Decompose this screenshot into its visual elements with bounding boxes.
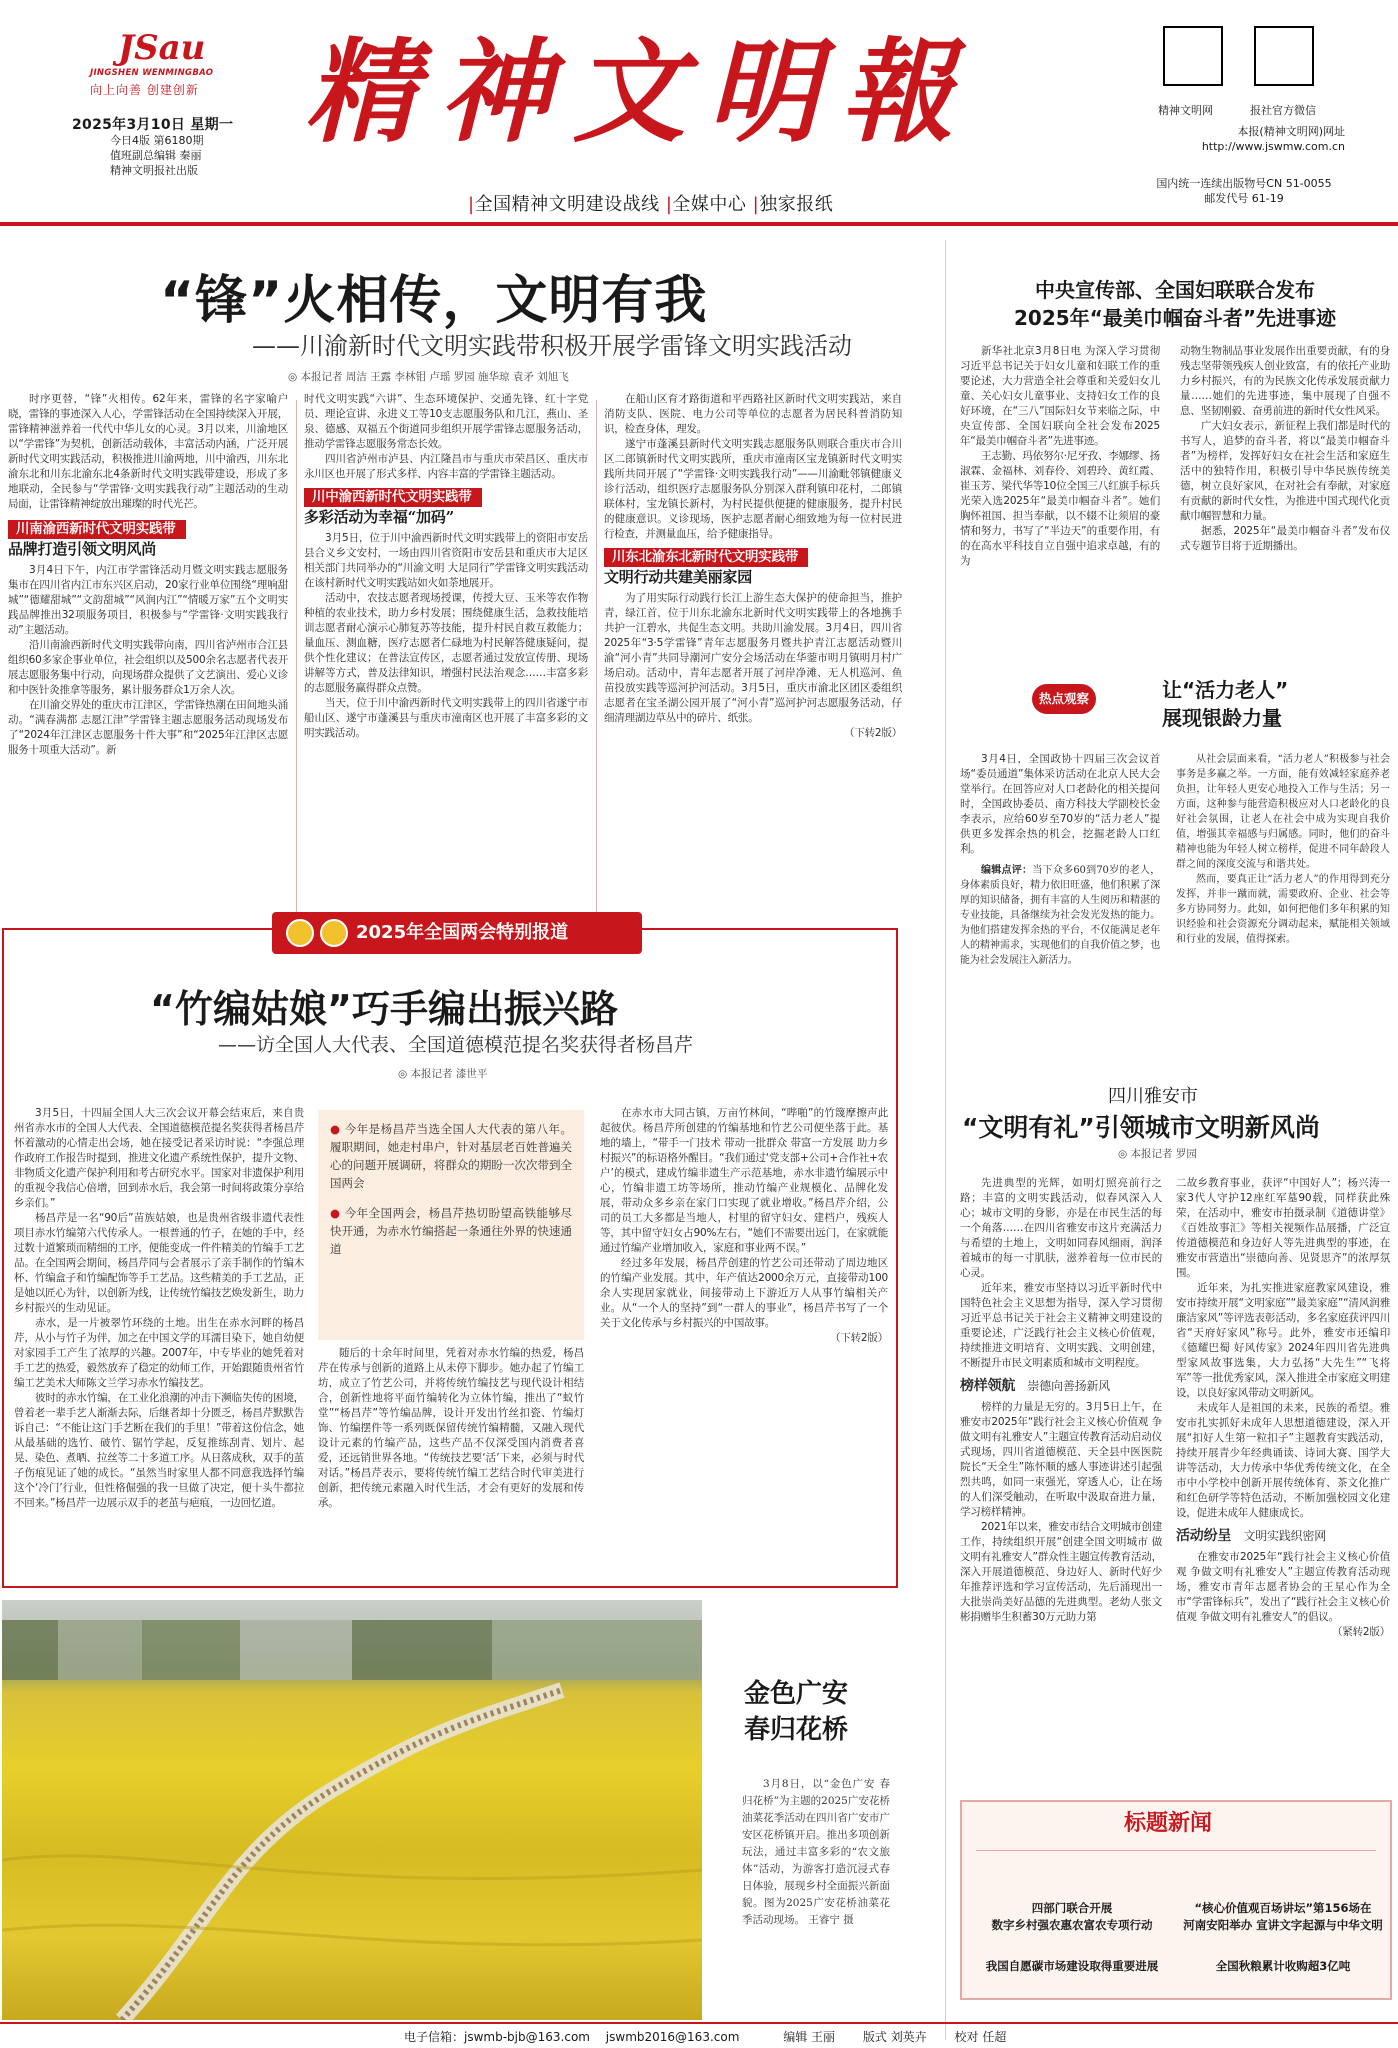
- hot-title-1: 让“活力老人”: [1162, 678, 1289, 702]
- lead-subtitle: ——川渝新时代文明实践带积极开展学雷锋文明实践活动: [252, 332, 852, 360]
- section-head-3: 文明行动共建美丽家园: [604, 568, 753, 586]
- special-banner: [272, 912, 642, 954]
- topright-paragraph-4: 广大妇女表示，新征程上我们都是时代的书写人，追梦的奋斗者，将以“最美巾帼奋斗者”为榜样，发挥好妇女在社会生活和家庭生活中的独特作用，积极引导中华民族传统美德，树立良好家风，在对社会有奉献，对家庭有贡献的新时代女性，为推进中国式现代化贡献巾帼智慧和力量。: [1180, 420, 1390, 522]
- emblem-icon: [286, 919, 314, 947]
- rapeseed-field-photo: [2, 1600, 702, 2020]
- brief-item-1a: 四部门联合开展: [1031, 1901, 1113, 1915]
- newspaper-title: 精神文明報: [305, 27, 975, 158]
- photo-title-1: 金色广安: [744, 1679, 849, 1709]
- hot-paragraph-2: 当下众多60到70岁的老人，身体素质良好，精力依旧旺盛，他们积累了深厚的知识储备，拥有丰富的人生阅历和精湛的专业技能，具备继续为社会发光发热的能力。为他们搭建发挥余热的平台，不仅能满足老年人的精神需求，实现他们的自我价值之梦，也能为社会发展注入新活力。: [960, 865, 1160, 966]
- topright-paragraph-3: 动物生物制品事业发展作出重要贡献，有的身残志坚带领残疾人创业致富，有的依托产业助力乡村振兴，有的为民族文化传承发展贡献力量……她们的先进事迹，集中展现了自强不息、坚韧刚毅、奋勇前进的新时代女性风采。: [1180, 345, 1390, 417]
- yaan-title: “文明有礼”引领城市文明新风尚: [962, 1113, 1320, 1142]
- brand-logo: [90, 28, 270, 100]
- brief-item-4[interactable]: 全国秋粮累计收购超3亿吨: [1215, 1959, 1351, 1973]
- yaan-subhead-2: 活动纷呈: [1176, 1528, 1232, 1544]
- slogan: 向上向善 创建创新: [90, 83, 199, 97]
- hot-badge: [1032, 684, 1096, 714]
- yaan-subhead-2b: 文明实践织密网: [1243, 1529, 1327, 1543]
- brief-item-2b: 河南安阳举办 宣讲文字起源与中华文明: [1183, 1918, 1383, 1932]
- topright-paragraph-5: 据悉，2025年“最美巾帼奋斗者”发布仪式专题节目将于近期播出。: [1180, 525, 1390, 552]
- section-tag-2: 川中渝西新时代文明实践带: [304, 488, 482, 507]
- yaan-paragraph-7: 未成年人是祖国的未来，民族的希望。雅安市扎实抓好未成年人思想道德建设，深入开展“扣好人生第一粒扣子”主题教育实践活动，持续开展青少年经典诵读、诗词大赛、国学大讲等活动，大力传承中华优秀传统文化，在全市中小学校中创新开展传统体育、茶文化推广和红色研学等特色活动，不断加强校园文化建设，促进未成年人健康成长。: [1176, 1402, 1390, 1519]
- footer-email-label: 电子信箱：: [404, 2030, 465, 2044]
- top-nav: |全国精神文明建设战线 |全媒中心 |独家报纸: [468, 194, 834, 215]
- special-banner-text: 2025年全国两会特别报道: [356, 922, 569, 943]
- lead-paragraph-5: 时代文明实践“六讲”、生态环境保护、交通先锋、红十字党员、理论宣讲、永进义工等10支志愿服务队和几江，燕山、圣泉、德感、双福五个街道同步组织开展学雷锋志愿服务活动，推动学雷锋志愿服务常态长效。: [304, 393, 588, 450]
- topright-title-2: 2025年“最美巾帼奋斗者”先进事迹: [1014, 306, 1336, 330]
- section-head-1: 品牌打造引领文明风尚: [8, 540, 157, 558]
- footer-email-1[interactable]: jswmb-bjb@163.com: [464, 2030, 590, 2044]
- lead-paragraph-1: 时序更替，“锋”火相传。62年来，雷锋的名字家喻户晓，雷锋的事迹深入人心，学雷锋活动在全国持续深入开展，雷锋精神滋养着一代代中华儿女的心灵。3月以来，川渝地区以“学雷锋”为契机，创新活动载体，丰富活动内涵，广泛开展新时代文明实践活动，积极推进川渝两地，川中渝西，川东北渝东北和川东北渝东北4条新时代文明实践带建设，形成了多地联动，全民参与“学雷锋·文明实践我行动”主题活动的生动局面，让雷锋精神绽放出璀璨的时代光芒。: [8, 393, 288, 510]
- section-tag-3: 川东北渝东北新时代文明实践带: [604, 548, 808, 567]
- footer-rule: [0, 2022, 1398, 2024]
- special-paragraph-2: 杨昌芹是一名“90后”苗族姑娘，也是贵州省级非遗代表性项目赤水竹编第六代传承人。一根普通的竹子，在她的手中，经过数十道繁琐而精细的工序，便能变成一件件精美的竹编手工艺品。在全国两会期间，杨昌芹同与会者展示了亲手制作的竹编木杯、竹编盒子和竹编配饰等手工艺品。这些精美的手工艺品，正是她以匠心为针，以创新为线，让传统竹编技艺焕发新生，助力乡村振兴的生动见证。: [14, 1212, 304, 1314]
- yaan-kicker: 四川雅安市: [1108, 1086, 1198, 1107]
- nav-item-2[interactable]: 全媒中心: [672, 194, 747, 215]
- issue-date: 2025年3月10日 星期一: [72, 117, 234, 133]
- masthead-rule: [0, 222, 1398, 226]
- lead-title: “锋”火相传，文明有我: [160, 271, 708, 331]
- yaan-byline: ◎ 本报记者 罗园: [1118, 1148, 1197, 1160]
- qr-code-wechat[interactable]: [1254, 26, 1314, 86]
- brief-item-2[interactable]: [1178, 1900, 1388, 1934]
- yaan-subhead-1: 榜样领航: [960, 1378, 1016, 1394]
- lead-byline: ◎ 本报记者 周洁 王露 李林钼 卢瑶 罗园 施华琼 袁矛 刘旭飞: [288, 371, 569, 383]
- brand-script: JSau: [118, 28, 206, 68]
- photo-title-2: 春归花桥: [744, 1715, 849, 1745]
- footer-editor: 编辑 王丽: [783, 2030, 836, 2044]
- post-code: 邮发代号 61-19: [1204, 192, 1284, 205]
- edition: 今日4版 第6180期: [110, 134, 204, 147]
- lead-continued: （下转2版）: [844, 727, 902, 739]
- nav-item-3[interactable]: 独家报纸: [759, 194, 834, 215]
- special-subtitle: ——访全国人大代表、全国道德模范提名奖获得者杨昌芹: [218, 1034, 694, 1056]
- hot-paragraph-1: 3月4日，全国政协十四届三次会议首场“委员通道”集体采访活动在北京人民大会堂举行。在回答应对人口老龄化的相关提问时，全国政协委员、南方科技大学副校长金李表示，应给60岁至70岁的“活力老人”提供更多发挥余热的机会，挖掘老龄人口红利。: [960, 753, 1160, 855]
- lead-paragraph-11: 遂宁市蓬溪县新时代文明实践志愿服务队则联合重庆市合川区二郎镇新时代文明实践所，重庆市潼南区宝龙镇新时代文明实践所共同开展了“学雷锋·文明实践我行动”——川渝毗邻镇健康义诊行活动，组织医疗志愿服务队分别深入群利镇印花村，二郎镇联体村，宝龙镇长新村，为村民提供便捷的健康服务，提升村民的健康意识。义诊现场，医护志愿者耐心细致地为每一位村民进行检查，并测量血压，给予健康指导。: [604, 438, 902, 540]
- special-continued: （下转2版）: [830, 1332, 888, 1344]
- lead-paragraph-8: 活动中，农技志愿者现场授课，传授大豆、玉米等农作物种植的农业技术，助力乡村发展；围绕健康生活，急救技能培训志愿者耐心演示心肺复苏等技能，提升村民自救互救能力；量血压、测血糖，医疗志愿者仁碌地为村民解答健康疑问，提供个性化建议；在普法宣传区，志愿者通过发放宣传册、现场讲解等方式，普及法律知识，增强村民法治观念……丰富多彩的志愿服务赢得群众点赞。: [304, 592, 588, 694]
- lead-paragraph-6: 四川省泸州市泸县、内江隆昌市与重庆市荣昌区、重庆市永川区也开展了形式多样、内容丰富的学雷锋主题活动。: [304, 453, 588, 480]
- nav-item-1[interactable]: 全国精神文明建设战线: [474, 194, 660, 215]
- topright-title-1: 中央宣传部、全国妇联联合发布: [1035, 278, 1315, 302]
- footer-proof: 校对 任超: [954, 2030, 1007, 2044]
- photo-caption: 3月8日，以“金色广安 春归花桥”为主题的2025广安花桥油菜花季活动在四川省广安市广安区花桥镇开启。推出多项创新玩法，通过丰富多彩的“农文旅体”活动，为游客打造沉浸式春日体验，展现乡村全面振兴新面貌。图为2025广安花桥油菜花季活动现场。: [742, 1778, 890, 1926]
- yaan-paragraph-3: 榜样的力量是无穷的。3月5日上午，在雅安市2025年“践行社会主义核心价值观 争做文明有礼雅安人”主题宣传教育活动启动仪式现场，四川省道德模范、天全县中医医院院长“天全生”陈怀顺的感人事迹讲述引起强烈共鸣，如同一束强光，穿透人心，让在场的人们深受触动，在听取中汲取奋进力量，学习榜样精神。: [960, 1401, 1162, 1518]
- hot-title-2: 展现银龄力量: [1162, 706, 1282, 730]
- lead-paragraph-9: 当天，位于川中渝西新时代文明实践带上的四川省遂宁市船山区、遂宁市蓬溪县与重庆市潼南区也开展了丰富多彩的文明实践活动。: [304, 697, 588, 739]
- emblem-icon-2: [320, 919, 348, 947]
- lead-paragraph-3: 沿川南渝西新时代文明实践带向南，四川省泸州市合江县组织60多家企事业单位，社会组织以及500余名志愿者代表开展志愿服务集中行动，向现场群众提供了文艺演出、爱心义诊和中医针灸推拿等服务，累计服务群众1万余人次。: [8, 639, 288, 696]
- qr-code-website[interactable]: [1163, 26, 1223, 86]
- publisher: 精神文明报社出版: [110, 164, 198, 177]
- site-url[interactable]: http://www.jswmw.com.cn: [1201, 140, 1345, 153]
- special-paragraph-4: 彼时的赤水竹编，在工业化浪潮的冲击下濒临失传的困境，曾着老一辈手艺人渐渐去际，后继者却十分匮乏，杨昌芹默默告诉自己：“不能让这门手艺断在我们的手里！”带着这份信念，她从最基础的选竹、破竹、锯竹学起，反复推练刮青、划片、起晃、染色、煮晒、拉丝等二十多道工序。从日落成秋，双手的茧子伤痕见证了她的成长。“虽然当时家里人都不同意我选择竹编这个‘冷门’行业，但性格倔强的我一旦做了决定，便十头牛都拉不回来。”杨昌芹一边展示双手的老茧与疤痕，一边回忆道。: [14, 1392, 304, 1509]
- hot-paragraph-4: 然而，要真正让“活力老人”的作用得到充分发挥，并非一蹴而就，需要政府、企业、社会等多方协同努力。此如，如何把他们多年积累的知识经验和社会资源充分调动起来，赋能相关领域和行业的发展，值得探索。: [1176, 874, 1390, 945]
- brief-item-1[interactable]: [972, 1900, 1172, 1934]
- yaan-paragraph-2: 近年来，雅安市坚持以习近平新时代中国特色社会主义思想为指导，深入学习贯彻习近平总书记关于社会主义精神文明建设的重要论述，广泛践行社会主义核心价值观，持续推进文明培育、文明实践、文明创建，不断提升市民文明素质和城市文明程度。: [960, 1282, 1162, 1369]
- yaan-continued: （紧转2版）: [1332, 1626, 1390, 1638]
- site-label: 本报(精神文明网)网址: [1237, 125, 1345, 138]
- lead-paragraph-7: 3月5日，位于川中渝西新时代文明实践带上的资阳市安岳县合义乡文安村，一场由四川省资阳市安岳县和重庆市大足区相关部门共同举办的“川渝文明 大足同行”学雷锋文明实践活动在该村新时代文明实践站如火如荼地展开。: [304, 532, 588, 589]
- yaan-paragraph-4: 2021年以来，雅安市结合文明城市创建工作，持续组织开展“创建全国文明城市 做文明有礼雅安人”群众性主题宣传教育活动，深入开展道德模范、身边好人、新时代好少年推荐评选和学习宣传活动，先后涌现出一大批崇尚美好品德的先进典型。老幼人张文彬捐赠毕生积蓄30万元助力第: [960, 1521, 1162, 1623]
- brief-item-1b: 数字乡村强农惠农富农专项行动: [991, 1918, 1153, 1932]
- special-paragraph-6: 在赤水市大同古镇，万亩竹林间，“哔啪”的竹篾摩擦声此起彼伏。杨昌芹所创建的竹编基地和竹艺公司便坐落于此。基地的墙上，“带手一门技术 带动一批群众 带富一方发展 助力乡村振兴”的标语格外醒目。“我们通过‘党支部+公司+合作社+农户’的模式，建成竹编非遗生产示范基地，赤水非遗竹编展示中心，竹编非遗工坊等场所，推动竹编产业规模化、品牌化发展，带动众多乡亲在家门口实现了就业增收。”杨昌芹介绍，公司的员工大多都是当地人，村里的留守妇女、建档户，残疾人等，其中留守妇女占90%左右，“她们不需要出远门，在家就能通过竹编产业增加收入，家庭和事业两不误。”: [600, 1107, 888, 1254]
- pull-quote-1: 今年是杨昌芹当选全国人大代表的第八年。履职期间，她走村串户，针对基层老百姓普遍关心的问题开展调研，将群众的期盼一次次带到全国两会: [330, 1122, 573, 1190]
- special-paragraph-3: 赤水，是一片被翠竹环绕的土地。出生在赤水河畔的杨昌芹，从小与竹子为伴，加之在中国文学的耳濡目染下，她自幼便对家园手工产生了浓厚的兴趣。2007年，中专毕业的她凭着对手工艺的热爱，毅然放弃了稳定的幼师工作，开始跟随贵州省竹编工艺美术大师陈文兰学习赤水竹编技艺。: [14, 1317, 304, 1389]
- cn-number: 国内统一连续出版物号CN 51-0055: [1156, 177, 1332, 190]
- footer: [404, 2028, 1006, 2045]
- qr2-label: 报社官方微信: [1250, 104, 1316, 117]
- special-paragraph-7: 经过多年发展，杨昌芹创建的竹艺公司还带动了周边地区的竹编产业发展。其中，年产值达2000余万元，直接带动100余人实现居家就业，间接带动上下游近万人从事竹编相关产业。从“一个人的坚持”到“一群人的事业”，杨昌芹书写了一个关于文化传承与乡村振兴的中国故事。: [600, 1257, 888, 1329]
- pull-quote-box: ● 今年是杨昌芹当选全国人大代表的第八年。履职期间，她走村串户，针对基层老百姓普遍关心的问题开展调研，将群众的期盼一次次带到全国两会 ● 今年全国两会，杨昌芹热切盼望高铁能够尽快开通，为赤水竹编搭起一条通往外界的快速通道: [318, 1110, 584, 1340]
- lead-paragraph-12: 为了用实际行动践行长江上游生态大保护的使命担当，推护青，绿江首，位于川东北渝东北新时代文明实践带上的各地携手共护一江碧水，共促生态文明。共助川渝发展。3月4日，四川省2025年“3·5学雷锋”青年志愿服务月暨共护青江志愿活动暨川渝“河小青”共同导潮河广安分会场活动在华蓥市明月镇明月村广场启动。活动中，青年志愿者开展了河岸净滩、无人机巡河、鱼苗投放实践等巡河护河活动。3月5日，重庆市渝北区团区委组织志愿者在宝圣湖公园开展了“河小青”巡河护河志愿服务活动，仔细清理湖边草丛中的碎片、纸张。: [604, 592, 902, 724]
- topright-paragraph-2: 王志勤、玛依努尔·尼牙孜、李娜缪、扬淑霖、金福林、刘春伶、刘碧玲、黄红霞、崔玉芳、梁代华等10位全国三八红旗手标兵光荣入选2025年“最美巾帼奋斗者”。她们胸怀祖国、担当奉献，以不辍不让须眉的豪情和努力，书写了“半边天”的重要作用，有的在高水平科技自立自强中追求卓越，有的为: [960, 450, 1160, 567]
- topright-paragraph-1: 新华社北京3月8日电 为深入学习贯彻习近平总书记关于妇女儿童和妇联工作的重要论述，大力营造全社会尊重和关爱妇女儿童、关心妇女儿童事业、支持妇女工作的良好环境，在“三八”国际妇女节来临之际，中央宣传部、全国妇联向全社会发布2025年“最美巾帼奋斗者”先进事迹。: [960, 345, 1160, 447]
- footer-email-2[interactable]: jswmb2016@163.com: [605, 2030, 740, 2044]
- hot-paragraph-3: 从社会层面来看，“活力老人”积极参与社会事务是多赢之举。一方面，能有效减轻家庭养老负担，让年轻人更安心地投入工作与生活；另一方面，这种参与能营造积极应对人口老龄化的良好社会氛围，让老人在社会中成为实现自我价值，增强其幸福感与归属感。同时，他们的奋斗精神也能为年轻人树立榜样，促进不同年龄段人群之间的深度交流与和谐共处。: [1176, 754, 1390, 870]
- special-paragraph-5: 随后的十余年时间里，凭着对赤水竹编的热爱，杨昌芹在传承与创新的道路上从未停下脚步。她办起了竹编工坊，成立了竹艺公司，并将传统竹编技艺与现代设计相结合，创新性地将平面竹编转化为立体竹编，推出了“蚁竹堂”“杨昌芹”等竹编品牌，设计开发出竹丝扣瓷、竹编灯饰、竹编摆件等一系列既保留传统竹编精髓，又融入现代设计元素的竹编产品，这些产品不仅深受国内消费者喜爱，还远销世界各地。“传统技艺要‘活’下来，必须与时代对话。”杨昌芹表示，要将传统竹编工艺结合时代审美进行创新，把传统元素融入时代生活，才会有更好的发展和传承。: [318, 1347, 584, 1509]
- brief-item-3[interactable]: 我国自愿碳市场建设取得重要进展: [985, 1959, 1159, 1973]
- photo-path-overlay: [2, 1600, 702, 2020]
- yaan-paragraph-6: 近年来，为扎实推进家庭教家风建设，雅安市持续开展“文明家庭”“最美家庭”“清风润雅 廉洁家风”等评选表彰活动，多名家庭获评四川省“天府好家风”称号。此外，雅安市还编印《德耀巴蜀 好风传家》2024年四川省先进典型家风故事选集，大力弘扬“大先生”“飞将军”等一批优秀家风，深入推进全市家庭文明建设，以良好家风带动文明新风。: [1176, 1282, 1390, 1399]
- special-paragraph-1: 3月5日，十四届全国人大三次会议开幕会结束后，来自贵州省赤水市的全国人大代表、全国道德模范提名奖获得者杨昌芹怀着激动的心情走出会场，她在接受记者采访时说：“李强总理作政府工作报告时提到，推进文化遗产系统性保护，提升文物、非物质文化遗产保护利用和考古研究水平。国家对非遗保护利用的重视令我信心倍增，回到赤水后，我会第一时间将政策分享给乡亲们。”: [14, 1107, 304, 1209]
- yaan-paragraph-1: 先进典型的光辉，如明灯照亮前行之路；丰富的文明实践活动，似春风深入人心；城市文明的身影，亦是在市民生活的每一个角落……在四川省雅安市这片充满活力与希望的土地上，文明如同春风细雨，润泽着城市的每一寸肌肤，滋养着每一位市民的心灵。: [960, 1177, 1162, 1279]
- footer-layout: 版式 刘英卉: [862, 2030, 927, 2044]
- pull-quote-2: 今年全国两会，杨昌芹热切盼望高铁能够尽快开通，为赤水竹编搭起一条通往外界的快速通道: [330, 1206, 573, 1256]
- brand-latin: JINGSHEN WENMINGBAO: [90, 68, 214, 78]
- brief-news-title: 标题新闻: [1124, 1810, 1213, 1836]
- lead-paragraph-4: 在川渝交界处的重庆市江津区，学雷锋热潮在田间地头涌动。“满春满都 志愿江津”学雷锋主题志愿服务活动现场发布了“2024年江津区志愿服务十件大事”和“2025年江津区志愿服务十项重大活动”。新: [8, 699, 288, 756]
- qr1-label: 精神文明网: [1158, 104, 1213, 117]
- yaan-subhead-1b: 崇德向善扬新风: [1027, 1379, 1111, 1393]
- yaan-paragraph-5: 二故乡教育事业，获评“中国好人”；杨兴涛一家3代人守护12座红军墓90载，同样获此殊荣，在活动中，雅安市拍摄录制《道德讲堂》《百姓故事汇》等相关视频作品展播，广泛宣传道德模范和身边好人等先进典型的事迹，在雅安市营造出“崇德向善、见贤思齐”的浓厚氛围。: [1176, 1177, 1390, 1279]
- special-title: “竹编姑娘”巧手编出振兴路: [150, 987, 618, 1031]
- special-byline: ◎ 本报记者 漆世平: [398, 1068, 488, 1080]
- hot-badge-text: 热点观察: [1038, 691, 1089, 706]
- hot-commentary-label: 编辑点评：: [981, 865, 1033, 876]
- yaan-paragraph-8: 在雅安市2025年“践行社会主义核心价值观 争做文明有礼雅安人”主题宣传教育活动现场，雅安市青年志愿者协会的王星心作为全市“学雷锋标兵”，发出了“践行社会主义核心价值观 争做文明有礼雅安人”的倡议。: [1176, 1551, 1390, 1623]
- section-head-2: 多彩活动为幸福“加码”: [304, 508, 455, 526]
- photo-credit: 王睿宁 摄: [808, 1914, 854, 1926]
- lead-paragraph-2: 3月4日下午，内江市学雷锋活动月暨文明实践志愿服务集市在四川省内江市东兴区启动，20家行业单位围绕“理响甜城”“德耀甜城”“文韵甜城”“风润内江”“情暖万家”五个文明实践品牌推出32项服务项目，积极参与“学雷锋·文明实践我行动”主题活动。: [8, 564, 288, 636]
- brief-item-2a: “核心价值观百场讲坛”第156场在: [1194, 1901, 1372, 1915]
- duty-editor: 值班副总编辑 秦丽: [110, 149, 202, 162]
- lead-paragraph-10: 在船山区育才路街道和平西路社区新时代文明实践站，来自消防支队、医院、电力公司等单位的志愿者为居民科普消防知识，检查身体，理发。: [604, 393, 902, 435]
- section-tag-1: 川南渝西新时代文明实践带: [8, 520, 186, 539]
